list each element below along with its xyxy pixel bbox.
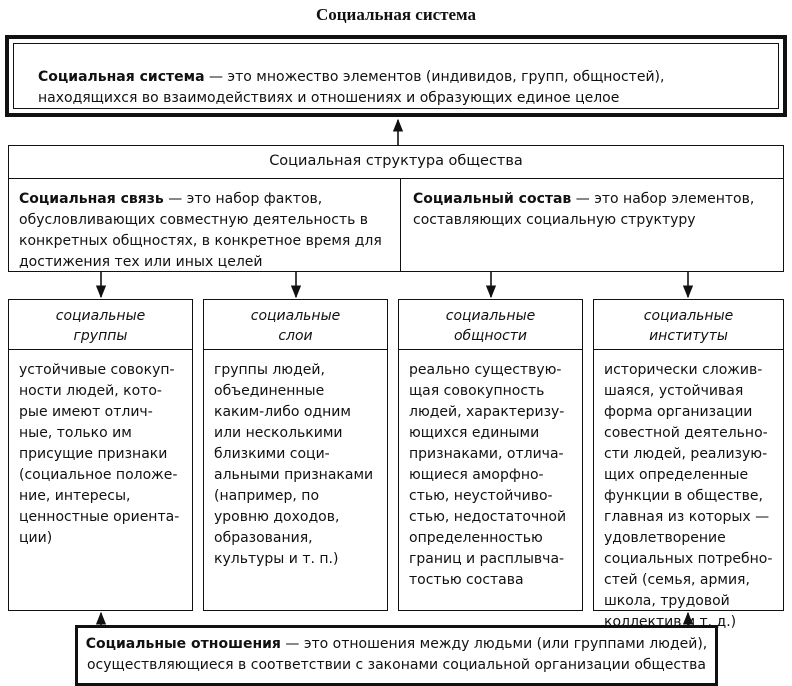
social-system-text: — это множество элементов (индивидов, групп, общностей), находящихся во взаимодействиях и отношениях и образующих единое целое xyxy=(38,69,665,106)
column-body-social-strata: группы людей, объединенные каким-либо одним или несколькими близкими соци- альными признаками (например, по уровню доходов, образования, культуры и т. п.) xyxy=(214,362,374,567)
social-link-text: — это набор фактов, обусловливающих совместную деятельность в конкретных общностях, в конкретное время для достижения тех или иных целей xyxy=(19,191,382,270)
column-heading-social-strata: социальные слои xyxy=(204,300,387,350)
social-structure-heading: Социальная структура общества xyxy=(8,145,784,179)
column-heading-social-groups: социальные группы xyxy=(9,300,192,350)
column-body-social-groups: устойчивые совокуп- ности людей, кото- рые имеют отлич- ные, только им присущие признаки (социальное положе- ние, интересы, ценностные ориента- ции) xyxy=(19,362,180,546)
column-heading-social-institutions: социальные институты xyxy=(594,300,783,350)
social-composition-term: Социальный состав xyxy=(413,191,572,207)
social-relations-text-1: — это отношения между людьми (или группами людей), xyxy=(280,636,708,652)
social-system-term: Социальная система xyxy=(38,69,205,85)
column-body-social-institutions: исторически сложив- шаяся, устойчивая форма организации совестной деятельно- сти людей, реализую- щих определенные функции в обществе, главная из которых — удовлетворение социальных потребно- стей (семья, армия, школа, трудовой коллектив и т. д.) xyxy=(604,362,773,630)
column-heading-social-communities: социальные общности xyxy=(399,300,582,350)
social-relations-term: Социальные отношения xyxy=(85,636,281,652)
column-body-social-communities: реально существую- щая совокупность людей, характеризу- ющихся едиными признаками, отлича- ющиеся аморфно- стью, неустойчиво- стью, недостаточной определенностью границ и расплывча- тостью состава xyxy=(409,362,567,588)
social-composition-text: — это набор элементов, составляющих социальную структуру xyxy=(413,191,755,228)
social-link-term: Социальная связь xyxy=(19,191,164,207)
diagram-title: Социальная система xyxy=(315,5,477,24)
social-relations-text-2: осуществляющиеся в соответствии с законами социальной организации общества xyxy=(86,657,707,673)
